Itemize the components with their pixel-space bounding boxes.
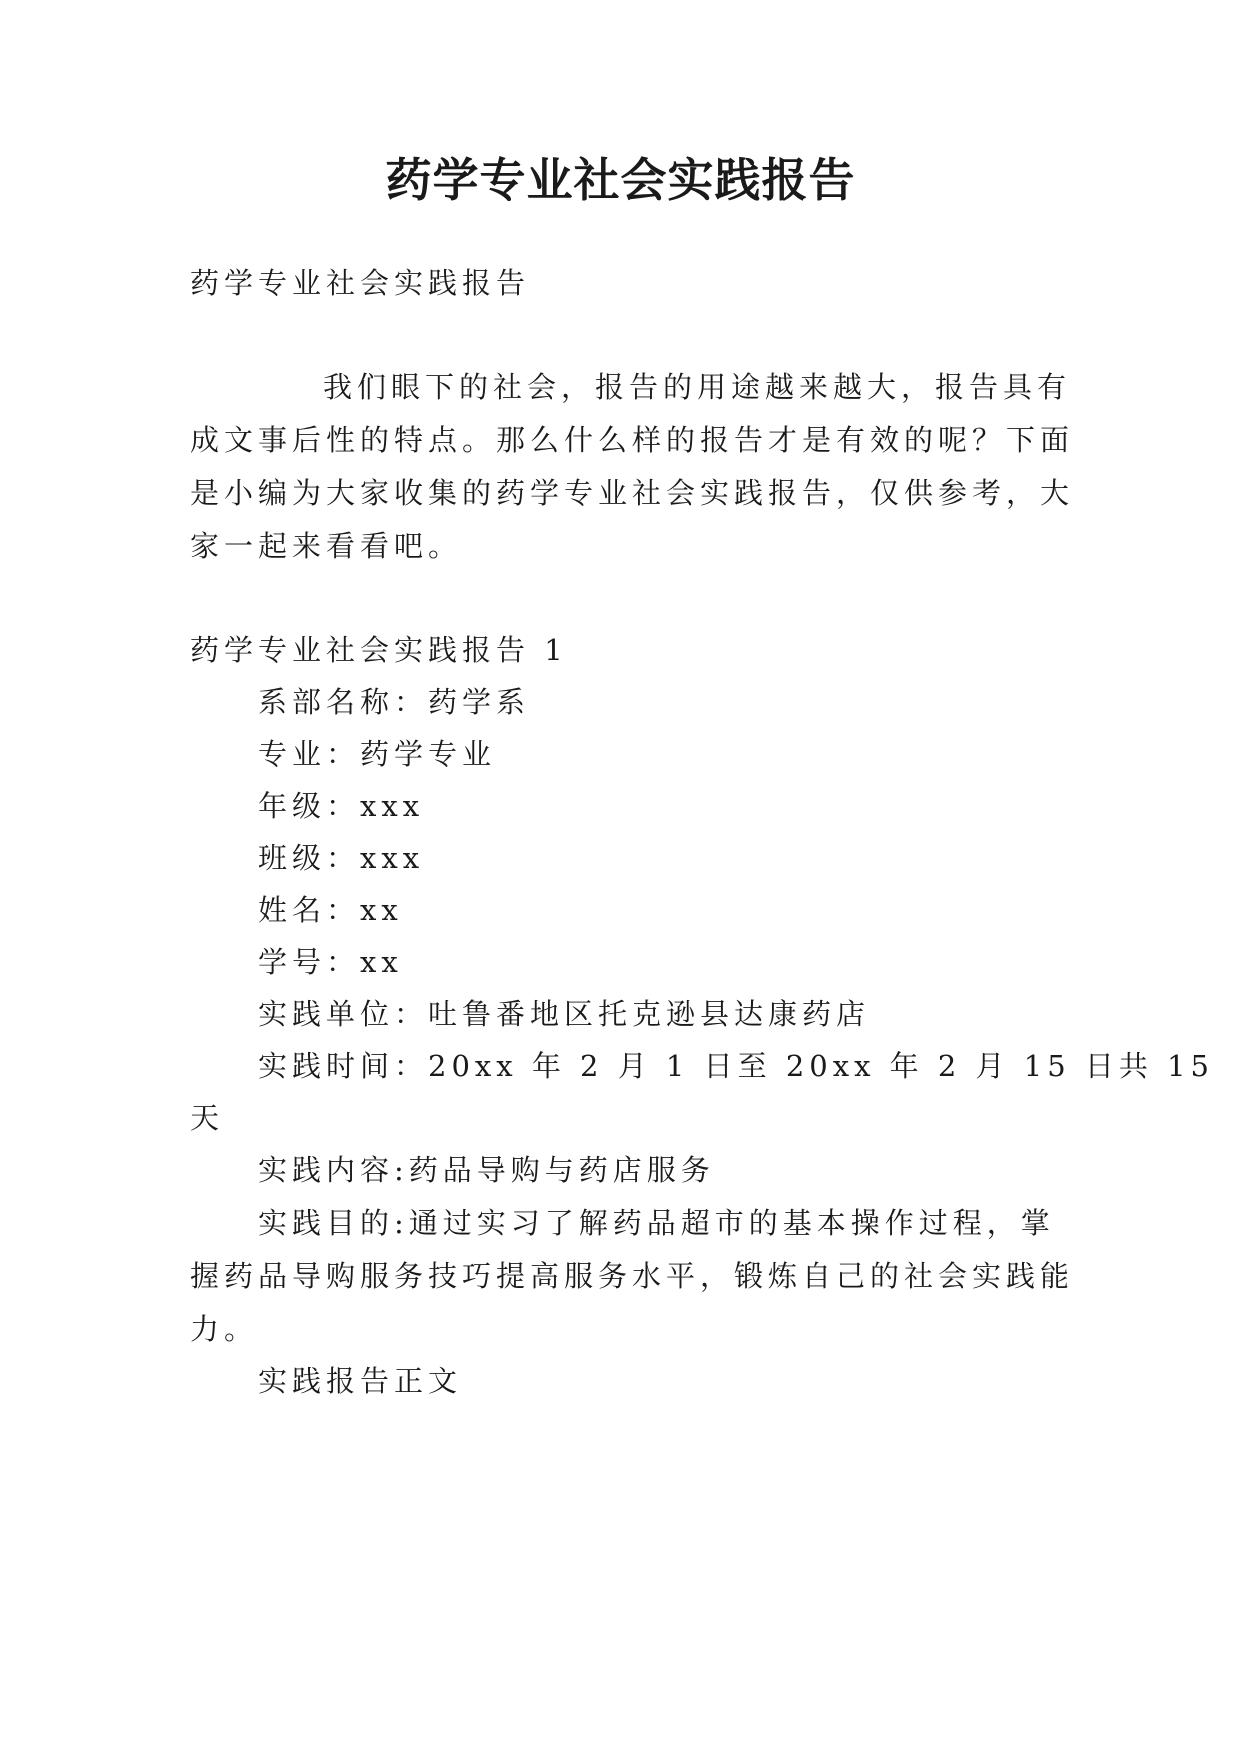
document-subtitle: 药学专业社会实践报告 (190, 266, 531, 300)
practice-time-line-1: 实践时间：20xx 年 2 月 1 日至 20xx 年 2 月 15 日共 15 (258, 1049, 1214, 1083)
section-heading: 药学专业社会实践报告 1 (190, 633, 568, 667)
intro-line-2: 成文事后性的特点。那么什么样的报告才是有效的呢？下面 (190, 423, 1075, 457)
field-department: 系部名称：药学系 (258, 685, 531, 719)
intro-line-3: 是小编为大家收集的药学专业社会实践报告，仅供参考，大 (190, 476, 1075, 510)
field-major: 专业：药学专业 (258, 737, 497, 771)
document-title: 药学专业社会实践报告 (385, 153, 856, 207)
practice-purpose-line-1: 实践目的:通过实习了解药品超市的基本操作过程，掌 (258, 1206, 1055, 1240)
intro-line-4: 家一起来看看吧。 (190, 529, 463, 563)
field-practice-unit: 实践单位：吐鲁番地区托克逊县达康药店 (258, 997, 871, 1031)
field-student-id: 学号：xx (258, 945, 403, 979)
intro-line-1: 我们眼下的社会，报告的用途越来越大，报告具有 (323, 370, 1072, 404)
field-name: 姓名：xx (258, 893, 403, 927)
practice-content: 实践内容:药品导购与药店服务 (258, 1153, 715, 1187)
practice-purpose-line-3: 力。 (190, 1312, 259, 1346)
field-grade: 年级：xxx (258, 789, 425, 823)
practice-purpose-line-2: 握药品导购服务技巧提高服务水平，锻炼自己的社会实践能 (190, 1259, 1075, 1293)
practice-time-line-2: 天 (190, 1101, 225, 1135)
report-body-heading: 实践报告正文 (258, 1364, 463, 1398)
field-class: 班级：xxx (258, 841, 425, 875)
